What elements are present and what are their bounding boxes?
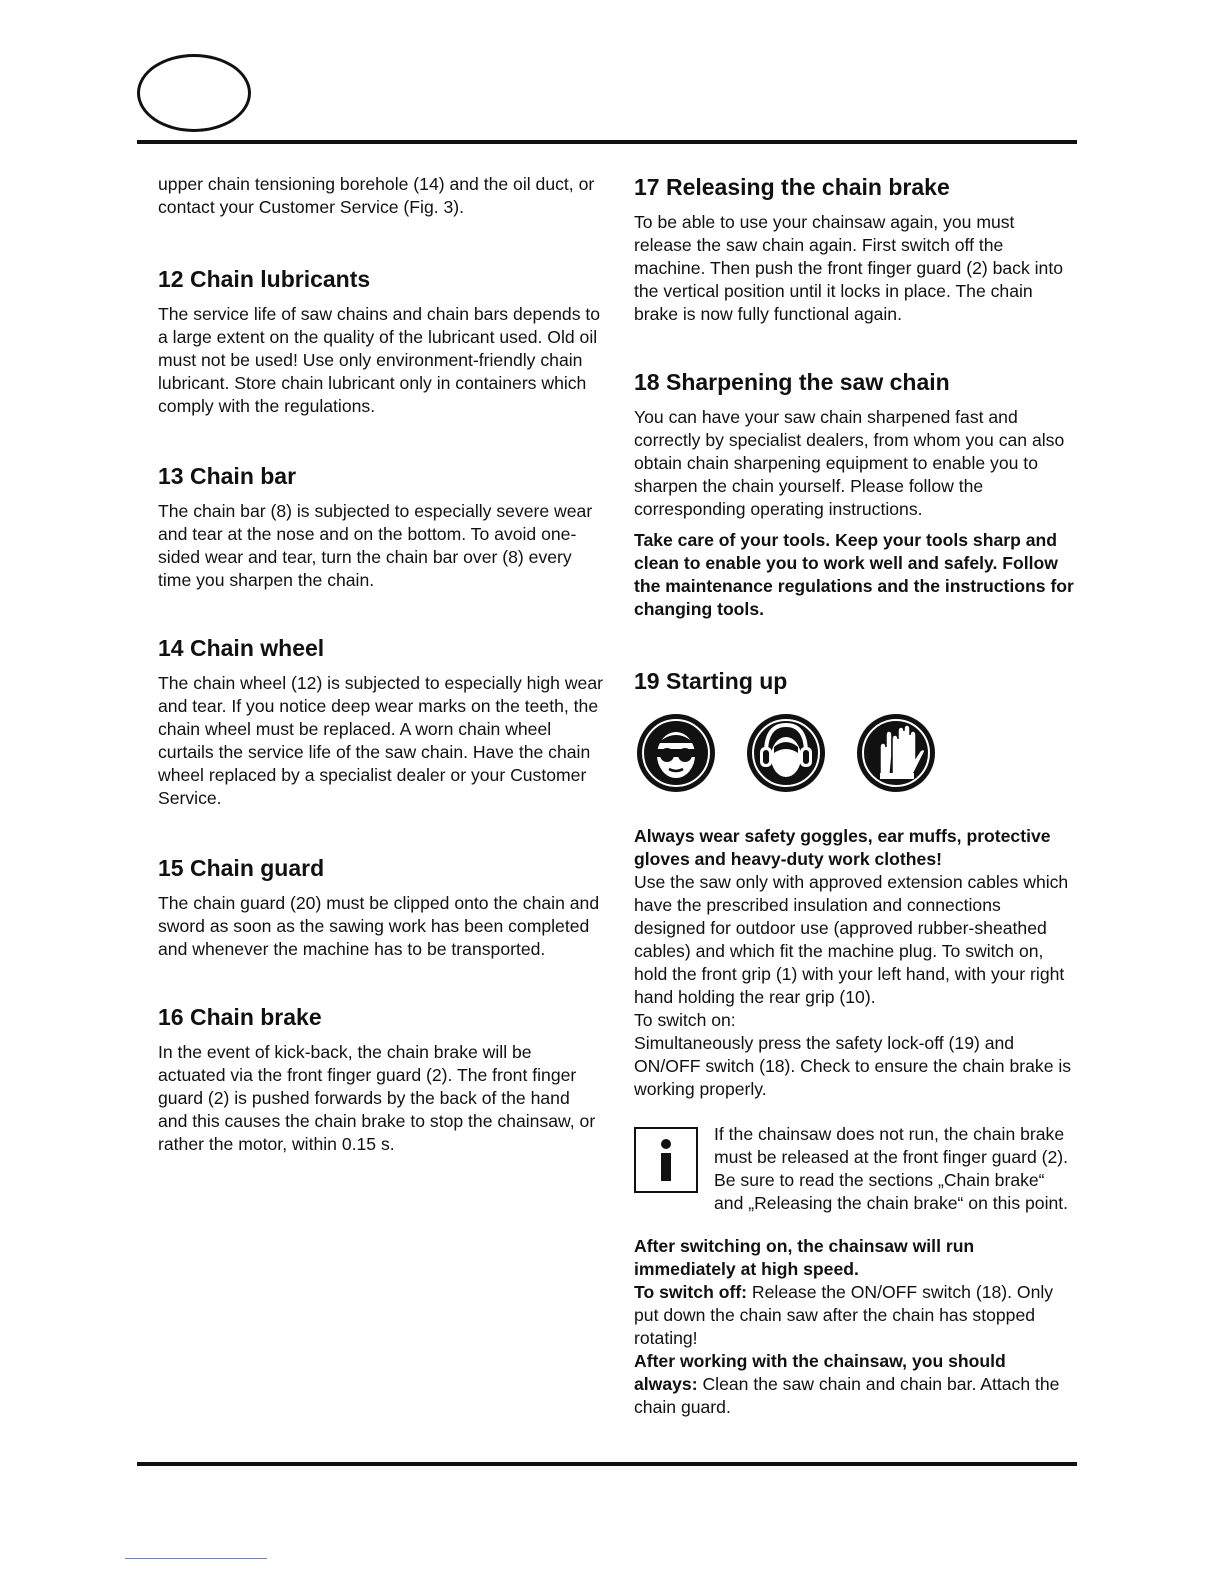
safety-goggles-icon bbox=[636, 713, 716, 793]
tool-care-note: Take care of your tools. Keep your tools sharp and clean to enable you to work well and safely. Follow the maintenance regulations and the instructions for changing tools. bbox=[634, 530, 1074, 619]
heading-chain-brake: 16 Chain brake bbox=[158, 1004, 322, 1030]
heading-chain-guard: 15 Chain guard bbox=[158, 855, 325, 881]
switch-off-text: Release the ON/OFF switch (18). Only put down the chain saw after the chain has stopped rotating! bbox=[634, 1282, 1054, 1348]
body-chain-guard: The chain guard (20) must be clipped onto the chain and sword as soon as the sawing work has been completed and whenever the machine has to be transported. bbox=[158, 893, 600, 959]
protective-gloves-icon bbox=[856, 713, 936, 793]
body-releasing-chain-brake: To be able to use your chainsaw again, you must release the saw chain again. First switch off the machine. Then push the front finger guard (2) back into the vertical position until it locks in place. The chain brake is now fully functional again. bbox=[634, 212, 1064, 324]
continued-text: upper chain tensioning borehole (14) and the oil duct, or contact your Customer Service (Fig. 3). bbox=[158, 174, 595, 217]
heading-sharpening: 18 Sharpening the saw chain bbox=[634, 369, 950, 395]
ppe-warning: Always wear safety goggles, ear muffs, protective gloves and heavy-duty work clothes! bbox=[634, 826, 1051, 869]
after-work-paragraph bbox=[634, 1350, 1074, 1419]
switch-off-label: To switch off: bbox=[634, 1282, 748, 1302]
extension-cable-text: Use the saw only with approved extension cables which have the prescribed insulation and connections designed for outdoor use (approved rubber-sheathed cables) and which fit the machine plug. To switch on, hold the front grip (1) with your left hand, with your right hand holding the rear grip (10). bbox=[634, 872, 1069, 1007]
heading-releasing-chain-brake: 17 Releasing the chain brake bbox=[634, 174, 950, 200]
body-chain-bar: The chain bar (8) is subjected to especially severe wear and tear at the nose and on the bottom. To avoid one-sided wear and tear, turn the chain bar over (8) every time you sharpen the chain. bbox=[158, 501, 593, 590]
info-icon bbox=[634, 1127, 698, 1193]
body-sharpening: You can have your saw chain sharpened fast and correctly by specialist dealers, from whom you can also obtain chain sharpening equipment to enable you to sharpen the chain yourself. Please follow the corresponding operating instructions. bbox=[634, 407, 1065, 519]
ear-muffs-icon bbox=[746, 713, 826, 793]
heading-chain-wheel: 14 Chain wheel bbox=[158, 635, 325, 661]
right-column bbox=[634, 173, 1074, 1419]
body-chain-wheel: The chain wheel (12) is subjected to especially high wear and tear. If you notice deep wear marks on the teeth, the chain wheel must be replaced. A worn chain wheel curtails the service life of the saw chain. Have the chain wheel replaced by a specialist dealer or your Customer Service. bbox=[158, 673, 603, 808]
after-switching-on: After switching on, the chainsaw will run immediately at high speed. bbox=[634, 1236, 975, 1279]
info-note-text: If the chainsaw does not run, the chain brake must be released at the front finger guard (2). Be sure to read the sections „Chain brake“ and „Releasing the chain brake“ on this point. bbox=[714, 1124, 1069, 1213]
body-chain-lubricants: The service life of saw chains and chain bars depends to a large extent on the quality of the lubricant used. Old oil must not be used! Use only environment-friendly chain lubricant. Store chain lubricant only in containers which comply with the regulations. bbox=[158, 304, 601, 416]
language-marker-oval bbox=[137, 54, 251, 132]
body-chain-brake: In the event of kick-back, the chain brake will be actuated via the front finger guard (2). The front finger guard (2) is pushed forwards by the back of the hand and this causes the chain brake to stop the chainsaw, or rather the motor, within 0.15 s. bbox=[158, 1042, 596, 1154]
after-work-label: After working with the chainsaw, you should always: bbox=[634, 1351, 1006, 1394]
heading-chain-lubricants: 12 Chain lubricants bbox=[158, 266, 371, 292]
after-work-text: Clean the saw chain and chain bar. Attach the chain guard. bbox=[634, 1374, 1060, 1417]
footer-rule bbox=[137, 1462, 1077, 1466]
heading-starting-up: 19 Starting up bbox=[634, 668, 788, 694]
safety-icons-row bbox=[636, 713, 1074, 793]
heading-chain-bar: 13 Chain bar bbox=[158, 463, 297, 489]
corner-mark bbox=[125, 1558, 267, 1559]
switch-on-label: To switch on: bbox=[634, 1010, 736, 1030]
switch-off-paragraph bbox=[634, 1281, 1074, 1350]
left-column bbox=[158, 173, 603, 1156]
switch-on-text: Simultaneously press the safety lock-off (19) and ON/OFF switch (18). Check to ensure the chain brake is working properly. bbox=[634, 1033, 1072, 1099]
info-note bbox=[634, 1123, 1074, 1215]
header-rule bbox=[137, 140, 1077, 144]
